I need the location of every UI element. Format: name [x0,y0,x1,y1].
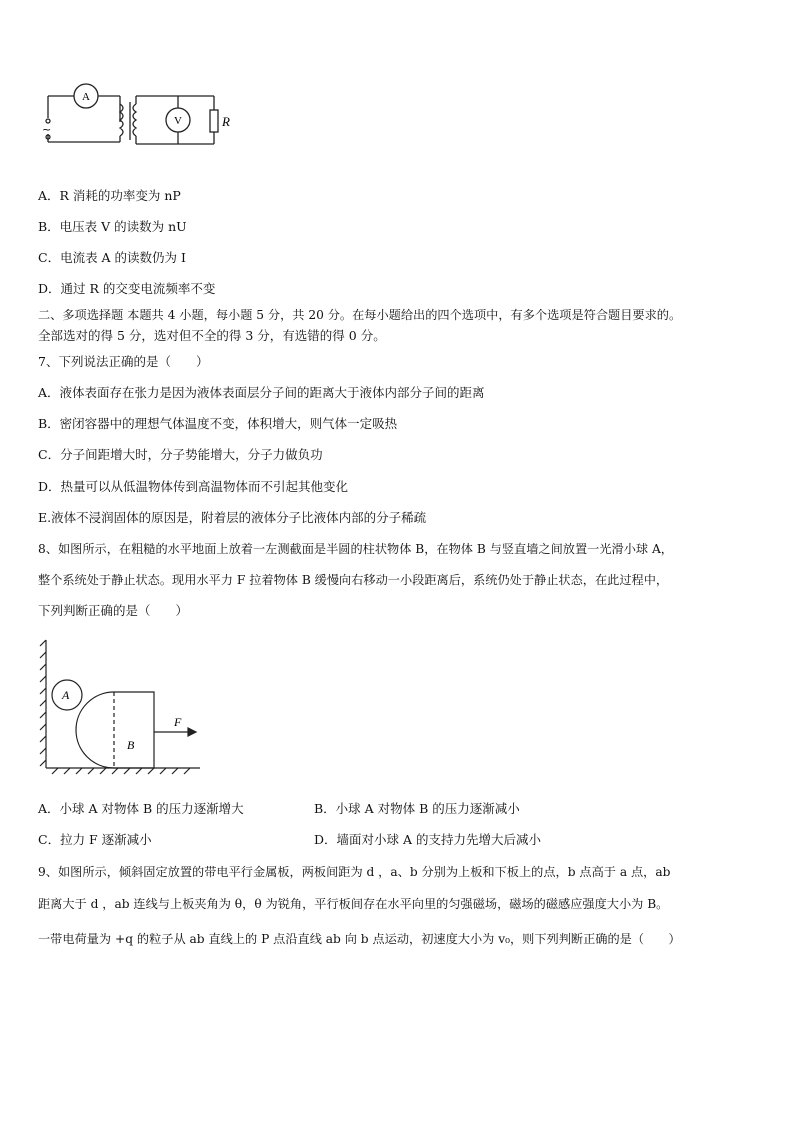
q7-option-c: C．分子间距增大时，分子势能增大，分子力做负功 [38,447,323,462]
q7-option-d: D．热量可以从低温物体传到高温物体而不引起其他变化 [38,479,349,494]
q8-stem-line1: 8、如图所示，在粗糙的水平地面上放着一左测截面是半圆的柱状物体 B，在物体 B 与竖直墙之间放置一光滑小球 A， [38,542,673,556]
q8-option-b: B．小球 A 对物体 B 的压力逐渐减小 [314,801,520,816]
q7-option-e: E.液体不浸润固体的原因是，附着层的液体分子比液体内部的分子稀疏 [38,510,427,525]
q8-option-a: A．小球 A 对物体 B 的压力逐渐增大 [38,801,244,816]
ac-source-symbol: ~ [42,123,52,136]
fig-block-label: B [127,738,135,752]
fig-force-label: F [174,715,182,729]
q6-option-b: B．电压表 V 的读数为 nU [38,219,187,234]
q8-option-c: C．拉力 F 逐渐减小 [38,832,152,847]
resistor-label: R [222,114,230,129]
q9-stem-line2: 距离大于 d ，ab 连线与上板夹角为 θ，θ 为锐角，平行板间存在水平向里的匀强磁场，磁场的磁感应强度大小为 B。 [38,897,669,911]
q6-option-d: D．通过 R 的交变电流频率不变 [38,281,216,296]
q9-stem-line1: 9、如图所示，倾斜固定放置的带电平行金属板，两板间距为 d ，a、b 分别为上板和下板上的点，b 点高于 a 点，ab [38,865,671,879]
transformer-circuit-figure [38,82,238,162]
q6-option-c: C．电流表 A 的读数仍为 I [38,250,186,265]
q7-stem: 7、下列说法正确的是（ ） [38,354,209,369]
section2-header-line2: 全部选对的得 5 分，选对但不全的得 3 分，有选错的得 0 分。 [38,328,386,343]
wall-ball-block-figure [38,636,208,776]
q7-option-b: B．密闭容器中的理想气体温度不变，体积增大，则气体一定吸热 [38,416,398,431]
q8-stem-line2: 整个系统处于静止状态。现用水平力 F 拉着物体 B 缓慢向右移动一小段距离后，系统仍处于静止状态，在此过程中， [38,573,669,587]
voltmeter-label: V [174,115,182,127]
q8-option-d: D．墙面对小球 A 的支持力先增大后减小 [314,832,541,847]
q8-stem-line3: 下列判断正确的是（ ） [38,603,189,618]
fig-ball-label: A [62,688,70,702]
q6-option-a: A．R 消耗的功率变为 nP [38,188,181,203]
ammeter-label: A [82,91,90,103]
q9-stem-line3: 一带电荷量为 +q 的粒子从 ab 直线上的 P 点沿直线 ab 向 b 点运动，初速度大小为 v₀，则下列判断正确的是（ ） [38,932,681,946]
q7-option-a: A．液体表面存在张力是因为液体表面层分子间的距离大于液体内部分子间的距离 [38,385,485,400]
section2-header-line1: 二、多项选择题 本题共 4 小题，每小题 5 分，共 20 分。在每小题给出的四个选项中，有多个选项是符合题目要求的。 [38,308,682,322]
